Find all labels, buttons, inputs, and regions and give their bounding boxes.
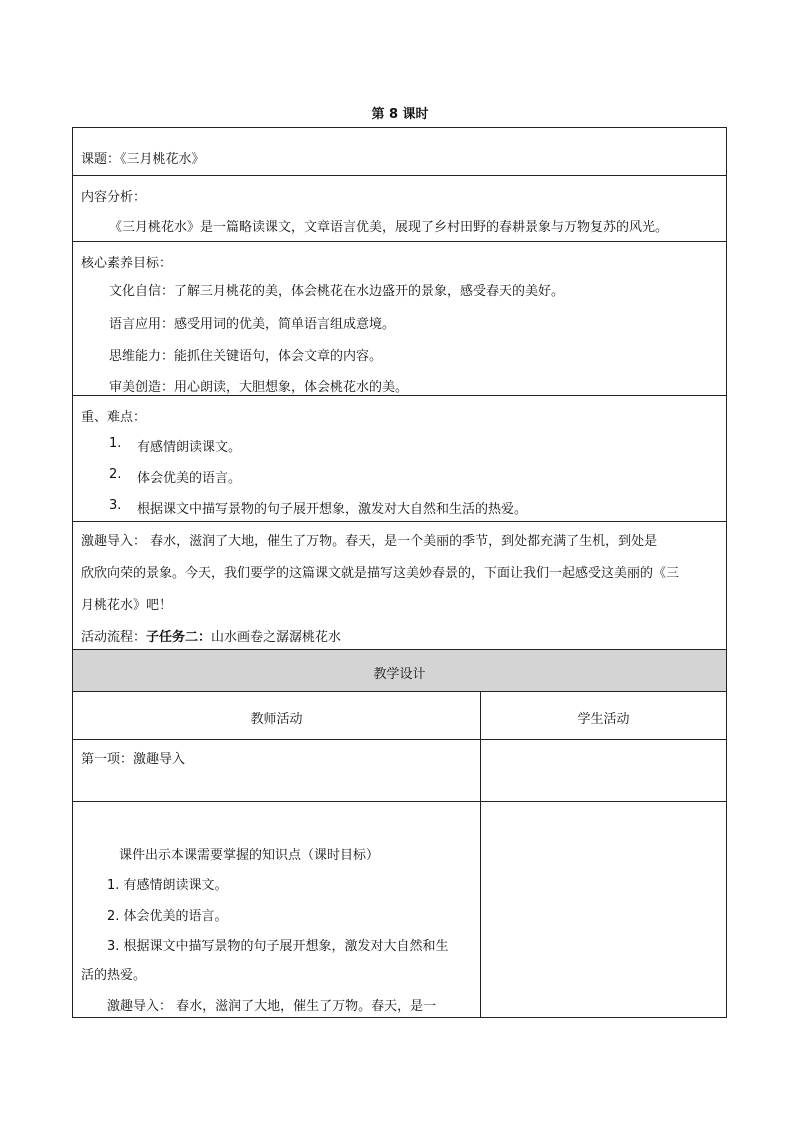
design-header-row bbox=[72, 649, 727, 691]
key-points-section bbox=[72, 395, 727, 521]
analysis-text: 《三月桃花水》是一篇略读课文，文章语言优美，展现了乡村田野的春耕景象与万物复苏的风光。 bbox=[109, 220, 669, 235]
intro-line: 激趣导入： 春水，滋润了大地，催生了万物。春天，是一个美丽的季节，到处都充满了生机，到处是 bbox=[81, 534, 658, 549]
key-point-text: 有感情朗读课文。 bbox=[137, 440, 242, 455]
analysis-section bbox=[72, 175, 727, 241]
key-points-heading: 重、难点： bbox=[81, 410, 147, 425]
analysis-heading: 内容分析： bbox=[81, 190, 147, 205]
goals-heading: 核心素养目标： bbox=[81, 256, 173, 271]
goal-item: 审美创造：用心朗读，大胆想象，体会桃花水的美。 bbox=[109, 380, 409, 395]
step1-label: 第一项：激趣导入 bbox=[81, 752, 186, 767]
design-line: 课件出示本课需要掌握的知识点（课时目标） bbox=[119, 848, 380, 863]
key-point-text: 体会优美的语言。 bbox=[137, 471, 242, 486]
intro-line: 欣欣向荣的景象。今天，我们要学的这篇课文就是描写这美妙春景的，下面让我们一起感受这美丽的《三 bbox=[81, 566, 680, 581]
design-line: 活的热爱。 bbox=[81, 968, 147, 983]
flow-label: 活动流程： bbox=[81, 630, 147, 645]
goal-item: 思维能力：能抓住关键语句，体会文章的内容。 bbox=[109, 349, 383, 364]
lesson-title: 课题：《三月桃花水》 bbox=[81, 152, 205, 167]
key-point-num: 3. bbox=[109, 498, 122, 513]
step-content-row bbox=[72, 801, 727, 1018]
step1-row bbox=[72, 739, 727, 801]
intro-section bbox=[72, 521, 727, 649]
intro-line: 月桃花水》吧！ bbox=[81, 598, 173, 613]
goal-item: 语言应用：感受用词的优美，简单语言组成意境。 bbox=[109, 317, 396, 332]
goals-section bbox=[72, 241, 727, 395]
design-header: 教学设计 bbox=[373, 667, 426, 682]
key-point-num: 1. bbox=[109, 436, 122, 451]
flow-title: 山水画卷之潺潺桃花水 bbox=[211, 630, 342, 645]
goal-item: 文化自信：了解三月桃花的美，体会桃花在水边盛开的景象，感受春天的美好。 bbox=[109, 284, 565, 299]
key-point-text: 根据课文中描写景物的句子展开想象，激发对大自然和生活的热爱。 bbox=[137, 502, 528, 517]
design-line: 2. 体会优美的语言。 bbox=[107, 909, 228, 924]
page-title: 第 8 课时 bbox=[371, 107, 429, 122]
design-line: 激趣导入： 春水，滋润了大地，催生了万物。春天，是一 bbox=[107, 999, 437, 1014]
key-point-num: 2. bbox=[109, 467, 122, 482]
activity-flow bbox=[81, 626, 341, 645]
column-header-row bbox=[72, 691, 727, 739]
student-column-header: 学生活动 bbox=[577, 712, 630, 727]
flow-task: 子任务二： bbox=[146, 630, 212, 645]
design-line: 3. 根据课文中描写景物的句子展开想象，激发对大自然和生 bbox=[107, 939, 449, 954]
teacher-column-header: 教师活动 bbox=[250, 712, 303, 727]
design-line: 1. 有感情朗读课文。 bbox=[107, 878, 228, 893]
lesson-title-row bbox=[72, 127, 727, 175]
